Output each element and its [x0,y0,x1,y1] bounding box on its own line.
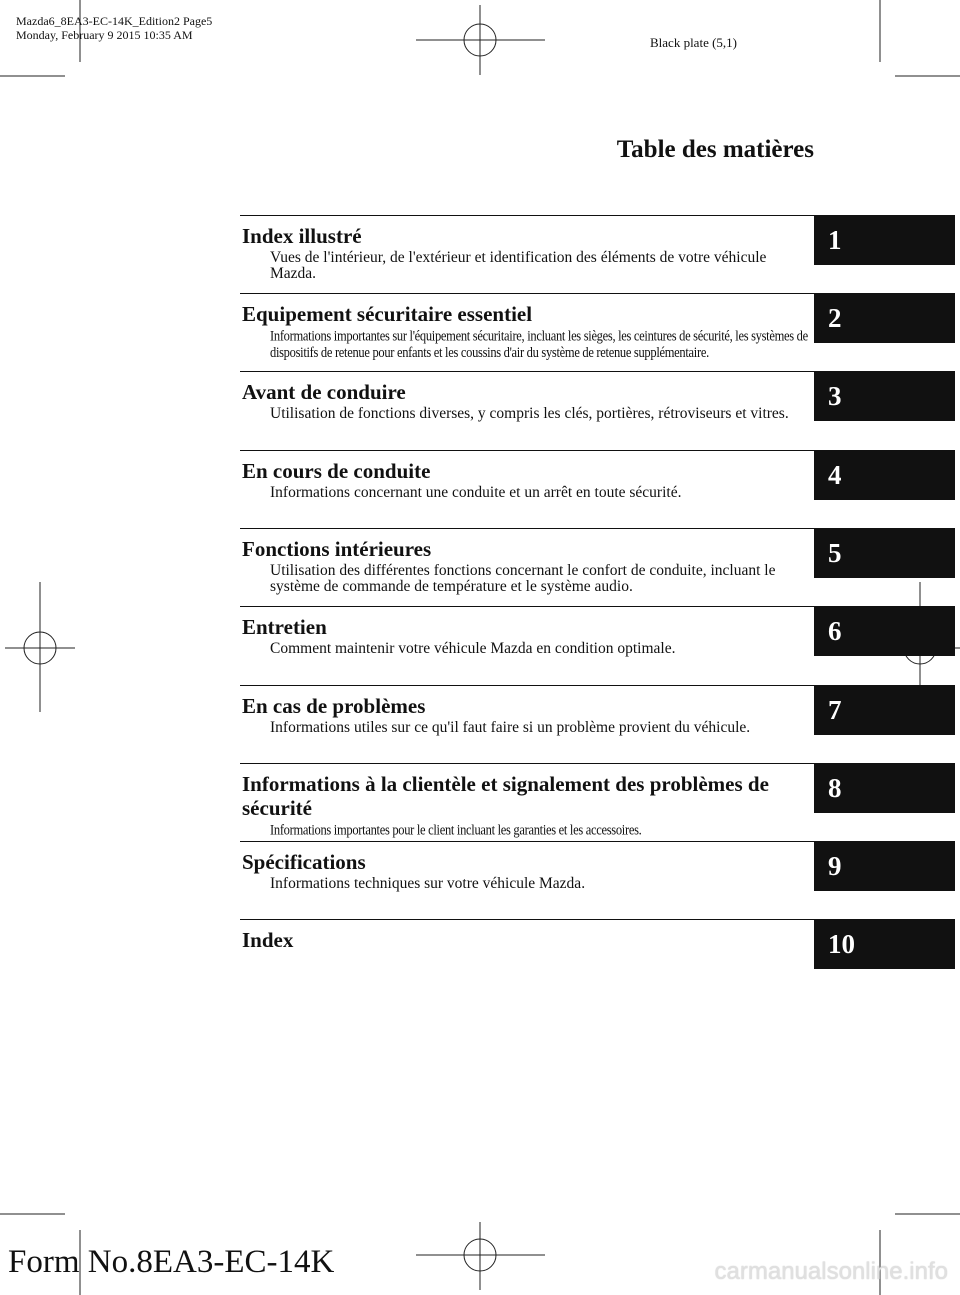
toc-section-4[interactable] [240,450,814,501]
chapter-tab-2[interactable]: 2 [814,293,955,343]
toc-section-10[interactable] [240,919,814,952]
section-title[interactable]: Index [242,928,294,952]
site-watermark: carmanualsonline.info [714,1258,948,1285]
chapter-tab-5[interactable]: 5 [814,528,955,578]
toc-section-9[interactable] [240,841,814,892]
section-description: Vues de l'intérieur, de l'extérieur et identification des éléments de votre véhicule Mazda. [270,249,767,282]
section-description: Utilisation des différentes fonctions concernant le confort de conduite, incluant le système de commande de température et le système audio. [270,562,776,595]
chapter-tab-8[interactable]: 8 [814,763,955,813]
page-title: Table des matières [616,136,814,163]
section-description: Utilisation de fonctions diverses, y compris les clés, portières, rétroviseurs et vitres. [270,405,789,422]
section-title[interactable]: Informations à la clientèle et signalement des problèmes de sécurité [242,772,769,820]
section-title[interactable]: Avant de conduire [242,380,406,404]
file-name-line: Mazda6_8EA3-EC-14K_Edition2 Page5 [16,14,213,28]
section-description: Informations importantes pour le client incluant les garanties et les accessoires. [270,822,642,839]
toc-section-3[interactable] [240,371,814,422]
chapter-tab-9[interactable]: 9 [814,841,955,891]
form-number: Form No.8EA3-EC-14K [8,1244,335,1280]
section-description: Informations techniques sur votre véhicule Mazda. [270,875,586,892]
section-title[interactable]: En cas de problèmes [242,694,426,718]
toc-section-5[interactable] [240,528,814,595]
toc-section-2[interactable] [240,293,814,361]
section-title[interactable]: Equipement sécuritaire essentiel [242,302,533,326]
file-date-line: Monday, February 9 2015 10:35 AM [16,28,193,42]
chapter-tab-10[interactable]: 10 [814,919,955,969]
chapter-tab-7[interactable]: 7 [814,685,955,735]
plate-label: Black plate (5,1) [650,35,737,50]
chapter-tab-3[interactable]: 3 [814,371,955,421]
chapter-tab-1[interactable]: 1 [814,215,955,265]
toc-section-7[interactable] [240,685,814,736]
section-description: Informations importantes sur l'équipement sécuritaire, incluant les sièges, les ceintures de sécurité, les systèmes de dispositifs de retenue pour enfants et les coussins d'air du système de retenue supplémentaire. [270,328,808,361]
section-description: Informations utiles sur ce qu'il faut faire si un problème provient du véhicule. [270,719,751,736]
section-title[interactable]: Entretien [242,615,327,639]
section-description: Informations concernant une conduite et un arrêt en toute sécurité. [270,484,682,501]
section-title[interactable]: Index illustré [242,224,362,248]
section-title[interactable]: En cours de conduite [242,459,431,483]
section-description: Comment maintenir votre véhicule Mazda en condition optimale. [270,640,676,657]
toc-section-8[interactable] [240,763,814,839]
toc-section-1[interactable] [240,215,814,282]
section-title[interactable]: Fonctions intérieures [242,537,432,561]
file-header [16,14,212,42]
chapter-tab-6[interactable]: 6 [814,606,955,656]
section-title[interactable]: Spécifications [242,850,366,874]
toc-section-6[interactable] [240,606,814,657]
chapter-tab-4[interactable]: 4 [814,450,955,500]
